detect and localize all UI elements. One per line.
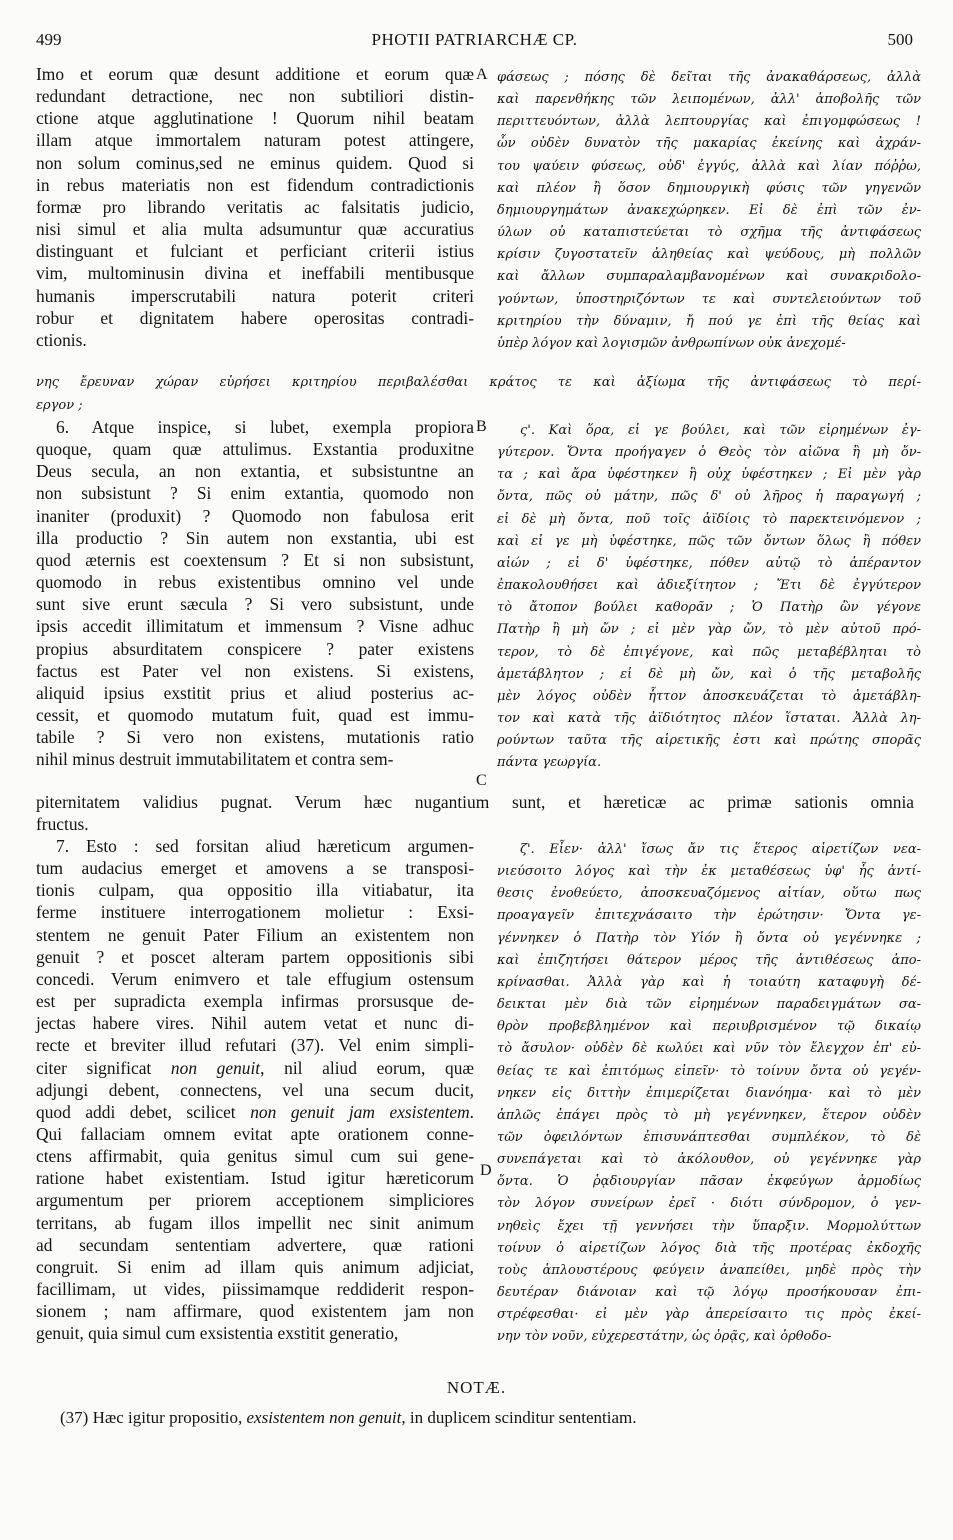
latin-line: Deus secula, an non extantia, et subsistuntne an [36, 461, 474, 482]
greek-line: ἀμετάβλητον ; εἰ δὲ μὴ ὤν, καὶ ὁ τῆς μεταβολῆς [497, 666, 921, 682]
greek-line: θρὸν προβεβλημένον καὶ περιυβρισμένον τῷ δικαίῳ [497, 1019, 921, 1035]
footnote-37: (37) Hæc igitur propositio, exsistentem non genuit, in duplicem scinditur sententiam. [60, 1408, 637, 1427]
latin-line: est per supradicta exempla infirmas prorsusque de- [36, 991, 474, 1012]
greek-line: μὲν λόγος οὐδὲν ἧττον ἀποσκευάζεται τὸ ἀμετάβλη- [497, 688, 921, 704]
greek-line: πάντα γεωργία. [497, 755, 602, 771]
greek-line: γέννηκεν ὁ Πατὴρ τὸν Υἱόν ἢ ὄντα οὐ γεγέννηκε ; [497, 930, 921, 946]
latin-line: redundant detractione, nec non subtiliori distin- [36, 86, 474, 107]
running-title: PHOTII PATRIARCHÆ CP. [371, 30, 578, 49]
greek-line: δεικται μὲν διὰ τῶν εἰρημένων παραδειγμάτων σα- [497, 997, 921, 1013]
latin-line: quomodo in rebus existentibus omnino vel unde [36, 572, 474, 593]
latin-line: tionis culpam, qua oppositio illa vitiabatur, ita [36, 880, 474, 901]
latin-line: robur et dignitatem habere operositas contradi- [36, 307, 474, 328]
greek-line: γύτερον. Ὄντα προήγαγεν ὁ Θεὸς τὸν αἰῶνα ἢ μὴ ὄν- [497, 445, 921, 461]
greek-line: ς'. Καὶ ὅρα, εἰ γε βούλει, καὶ τῶν εἰρημένων ἐγ- [520, 423, 921, 438]
greek-line: του ψαύειν φύσεως, οὐδ' ἐγγύς, ἀλλὰ καὶ λίαν πόῤῥω, [497, 158, 921, 174]
greek-line: ἐπακολουθήσει καὶ ἀδιεξίτητον ; Ἔτι δὲ ἐγγύτερον [497, 578, 921, 594]
greek-line: θείας τε καὶ ἐπιτόμως εἰπεῖν· τὸ τοίνυν ὄντα οὐ γεγέν- [497, 1063, 921, 1079]
greek-line: καὶ ἐπιζητήσει θάτερον μέρος τῆς ἀντιθέσεως ἀπο- [497, 952, 921, 968]
greek-line: καὶ εἰ γε μὴ ὑφέστηκε, πῶς τῶν ὄντων ὅλως ἢ πόθεν [497, 533, 921, 549]
latin-line: vim, multominusin divina et ineffabili mentibusque [36, 263, 474, 284]
latin-line: fructus. [36, 814, 89, 834]
greek-line: συνεπάγεται καὶ τὸ ἀκόλουθον, οὐ γεγέννηκε γὰρ [497, 1152, 921, 1168]
latin-line: 7. Esto : sed forsitan aliud hæreticum argumen- [56, 836, 474, 856]
greek-line: τὸ ἄτοπον βούλει καθορᾶν ; Ὁ Πατὴρ ὢν γέγονε [497, 600, 921, 616]
latin-line: ctens affirmabit, quia genitus simul cum sui gene- [36, 1146, 474, 1167]
latin-line: citer significat non genuit, nil aliud eorum, quæ [36, 1057, 474, 1078]
margin-letter-c: C [476, 772, 487, 789]
latin-line: stentem ne genuit Pater Filium an existentem non [36, 924, 474, 945]
latin-line: in rebus materiatis non est fidendum contradictionis [36, 174, 474, 195]
greek-line: ὑπὲρ λόγον καὶ λογισμῶν ἀνθρωπίνων οὐκ ἀνεχομέ- [497, 335, 846, 351]
latin-line: piternitatem validius pugnat. Verum hæc nugantium sunt, et hæreticæ ac primæ sationis omnia [36, 792, 914, 812]
greek-line: τοίνυν ὁ αἱρετίζων λόγος διὰ τῆς προτέρας ἐκδοχῆς [497, 1240, 921, 1256]
latin-line: Imo et eorum quæ desunt additione et eorum quæ [36, 64, 474, 84]
greek-line: δημιουργημάτων ἀνακεχώρηκεν. Εἰ δὲ ἐπὶ τῶν ἐν- [497, 202, 921, 218]
latin-line: 6. Atque inspice, si lubet, exempla propiora [56, 417, 474, 437]
greek-line: τερον, τὸ δὲ ἐπιγέγονε, καὶ πῶς μεταβέβληται τὸ [497, 644, 921, 660]
margin-letter-b: B [476, 418, 487, 435]
greek-line: ὄντα. Ὁ ῥᾳδιουργίαν πᾶσαν ἐκφεύγων ἁρμοδίως [497, 1174, 921, 1190]
greek-line: αἰών ; εἰ δ' ὑφέστηκε, πόθεν αὐτῷ τὸ ἀπέραντον [497, 555, 921, 571]
greek-line: φάσεως ; πόσης δὲ δεῖται τῆς ἀνακαθάρσεως, ἀλλὰ [497, 70, 921, 85]
latin-line: congruit. Si enim ad illam quis animum adjiciat, [36, 1256, 474, 1277]
greek-line: εργον ; [36, 398, 83, 413]
latin-line: ratione habet existentiam. Istud igitur hæreticorum [36, 1168, 474, 1189]
greek-line: ρούντων ταῦτα τῆς αἱρετικῆς ἐστι καὶ πρώτης σπορᾶς [497, 733, 921, 749]
latin-line: illa productio ? Sin autem non exstantia, ubi est [36, 527, 474, 548]
greek-line: κρίσιν ζυγοστατεῖν ἀληθείας καὶ ψεύδους, μὴ πολλῶν [497, 247, 921, 263]
latin-line: ferme instituere interrogationem molietur : Exsi- [36, 902, 474, 923]
greek-line: καὶ παρενθήκης τῶν λειπομένων, ἀλλ' ἀποβολῆς τῶν [497, 92, 921, 108]
latin-line: sionem ; nam affirmare, quod existentem jam non [36, 1301, 474, 1322]
latin-line: sunt sive erunt sæcula ? Si vero subsistunt, unde [36, 594, 474, 615]
notes-heading: NOTÆ. [446, 1378, 507, 1397]
latin-line: aliquid ipsius exstitit prius et aliud posterius ac- [36, 682, 474, 703]
latin-line: quod addi debet, scilicet non genuit jam exsistentem. [36, 1101, 474, 1122]
latin-line: genuit, quia simul cum exsistentia exstitit generatio, [36, 1323, 399, 1344]
greek-line: στρέφεσθαι· εἰ μὲν γὰρ ἀπερείσαιτο τις πρὸς ἐκεί- [497, 1307, 921, 1323]
latin-line: territans, ab fugam illos impellit nec sinit animum [36, 1212, 474, 1233]
greek-line: δευτέραν διάνοιαν καὶ τῷ λόγῳ προσήκουσαν ἐπι- [497, 1285, 921, 1300]
left-page-number: 499 [36, 30, 62, 49]
greek-line: νηκεν εἰς διττὴν ἐπιμερίζεται διανόημα· καὶ τὸ μὲν [497, 1085, 921, 1101]
latin-line: ipsis accedit illimitatum et immensum ? Visne adhuc [36, 616, 474, 637]
latin-line: inaniter (produxit) ? Quomodo non fabulosa erit [36, 505, 474, 526]
greek-line: κρίνασθαι. Ἀλλὰ γὰρ καὶ ἡ τοιαύτη καταφυγὴ δέ- [497, 974, 921, 990]
latin-line: quod æternis est coextensum ? Et si non subsistunt, [36, 549, 474, 570]
latin-line: humanis imperscrutabili natura poterit criteri [36, 285, 474, 306]
greek-line: κριτηρίου τὴν δύναμιν, ἤ πού γε ἐπὶ τῆς θείας καὶ [497, 313, 921, 329]
latin-line: argumentum per priorem acceptionem simpliciores [36, 1190, 474, 1211]
right-page-number: 500 [887, 30, 913, 49]
latin-line: ad secundam sententiam advertere, quæ rationi [36, 1234, 474, 1255]
greek-line: τὸν λόγον συνείρων ἐρεῖ · διότι σύνδρομον, ὁ γεν- [497, 1196, 921, 1212]
greek-line: ύλων οὐ καταπιστεύεται τὸ σχῆμα τῆς ἀντιφάσεως [497, 225, 921, 241]
page-header [36, 30, 913, 56]
latin-line: facillimam, ut vides, piissimamque reddiderit respon- [36, 1279, 474, 1299]
greek-line: περιττευόντων, ἀλλὰ λεπτουργίας καὶ ἐπιγομφώσεως ! [497, 114, 921, 130]
latin-line: distinguant et fulciant et perficiant criterii istius [36, 241, 474, 262]
latin-line: non subsistunt ? Si enim extantia, quomodo non [36, 483, 474, 504]
latin-line: quoque, quam quæ attulimus. Exstantia produxitne [36, 439, 474, 460]
latin-line: adjungi debent, connectens, vel una secum ducit, [36, 1079, 474, 1100]
greek-line: νιεύσοιτο λόγος καὶ τὴν ἐκ μεταθέσεως ὑφ' ἧς ἀντί- [497, 864, 921, 880]
greek-line: θεσις ἐνοθεύετο, ἀποσκευαζόμενος αἰτίαν, οὕτω πως [497, 886, 921, 902]
latin-line: nihil minus destruit immutabilitatem et contra sem- [36, 749, 394, 770]
latin-line: ctione atque agglutinatione ! Quorum nihil beatam [36, 108, 474, 129]
greek-line: τὸ ἄσυλον· οὐδὲν δὲ κωλύει καὶ νῦν τὸν ἔλεγχον ἐπ' εὐ- [497, 1041, 921, 1057]
greek-line: εἰ δὲ μὴ ὄντα, ποῦ τοῖς ἀϊδίοις τὸ παρεκτεινόμενον ; [497, 511, 921, 527]
latin-line: concedi. Verum enimvero et tale effugium ostensum [36, 968, 474, 989]
margin-letter-a: A [476, 66, 488, 83]
latin-line: cessit, et quomodo mutatum fuit, quad est immu- [36, 704, 474, 725]
greek-line: τα ; καὶ ἄρα ὑφέστηκεν ἢ οὐχ ὑφέστηκεν ; Εἰ μὲν γὰρ [497, 467, 921, 483]
latin-line: propius absurditatem conspicere ? pater existens [36, 638, 474, 659]
greek-line: νηθεὶς ἔχει τῇ γεννήσει τὴν ὕπαρξιν. Μορμολύττων [497, 1218, 921, 1234]
latin-line: Qui fallaciam omnem evitat apte orationem conne- [36, 1123, 474, 1144]
latin-line: factus est Pater vel non existens. Si existens, [36, 660, 474, 681]
latin-line: nisi simul et alia multa adsumuntur quæ accuratius [36, 219, 474, 240]
greek-line: ἁπλῶς ἐπάγει πρὸς τὸ μὴ γεγέννηκεν, ἕτερον οὐδὲν [497, 1107, 921, 1123]
greek-line: ζ'. Εἶεν· ἀλλ' ἴσως ἄν τις ἕτερος αἱρετίζων νεα- [520, 842, 921, 857]
greek-line: προαγαγεῖν ἐπιτεχνάσαιτο τὴν ἐρώτησιν· Ὄντα γε- [497, 908, 921, 924]
latin-line: ctionis. [36, 329, 87, 350]
latin-line: formæ pro librando veritatis ac falsitatis judicio, [36, 196, 474, 217]
greek-line: τον καὶ κατὰ τῆς ἀϊδιότητος πλέον ἵσταται. Ἀλλὰ λη- [497, 710, 921, 726]
greek-line: τοὺς ἁπλουστέρους φεύγειν ἀναπείθει, μηδὲ πρὸς τὴν [497, 1262, 921, 1278]
latin-line: non solum cominus,sed ne eminus quidem. Quod si [36, 152, 474, 173]
latin-line: tabile ? Si vero non existens, mutationis ratio [36, 727, 474, 748]
greek-line: γούντων, ὑποστηριζόντων τε καὶ συντελειούντων τοῦ [497, 291, 921, 307]
greek-line: νην τὸν νοῦν, εὐχερεστάτην, ὡς ὁρᾷς, καὶ ὀρθοδο- [497, 1329, 832, 1345]
greek-line: καὶ πλέον ἢ ὅσον δημιουργικὴ φύσις τῶν γηγενῶν [497, 180, 921, 196]
greek-line: ὧν οὐδὲν δυνατὸν τῆς μακαρίας ἐκείνης καὶ ἀχράν- [497, 136, 921, 152]
greek-line: τῶν ὀφειλόντων ἐπισυνάπτεσθαι συμπλέκον, τὸ δὲ [497, 1129, 921, 1145]
greek-line: ὄντα, πῶς οὐ μάτην, πῶς δ' οὐ λῆρος ἡ παραγωγή ; [497, 489, 921, 505]
latin-line: jectas habere vires. Nihil autem vetat et nunc di- [36, 1013, 474, 1034]
latin-line: tum audacius emerget et amovens a se transposi- [36, 858, 474, 879]
greek-line: καὶ ἄλλων συμπαραλαμβανομένων καὶ συνακριδολο- [497, 269, 921, 285]
latin-line: illam atque immortalem naturam potest attingere, [36, 130, 474, 151]
greek-line: Πατὴρ ἢ μὴ ὤν ; εἰ μὲν γὰρ ὤν, τὸ μὲν αὐτοῦ πρό- [497, 622, 921, 638]
latin-line: genuit ? et poscet alteram partem oppositionis sibi [36, 946, 474, 967]
latin-line: recte et breviter illud refutari (37). Vel enim simpli- [36, 1035, 474, 1056]
greek-line: νης ἔρευναν χώραν εὑρήσει κριτηρίου περιβαλέσθαι κράτος τε καὶ ἀξίωμα τῆς ἀντιφάσεως τὸ περί- [36, 375, 921, 390]
margin-letter-d: D [480, 1162, 492, 1179]
